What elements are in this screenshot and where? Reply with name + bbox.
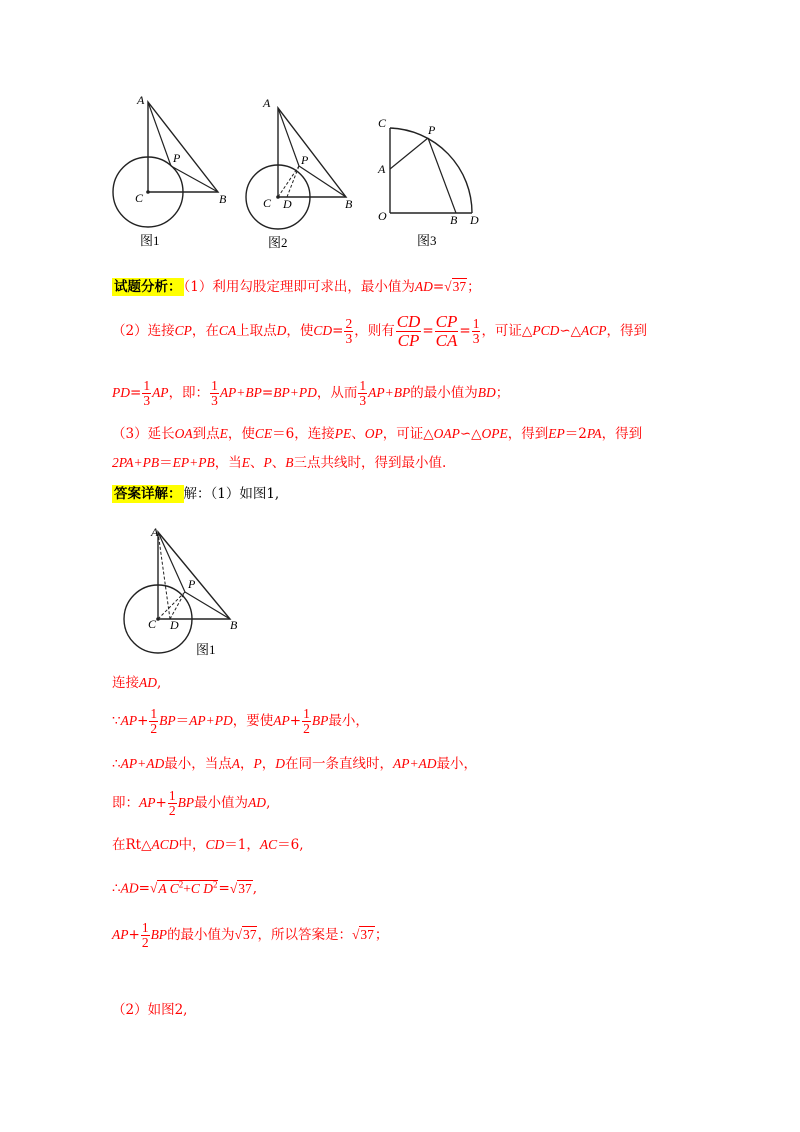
- label-B: B: [345, 197, 353, 211]
- caption: 图1: [196, 642, 216, 657]
- figure-3-top: [370, 105, 490, 250]
- label-B: B: [230, 618, 238, 632]
- sqrt: √37: [234, 927, 257, 942]
- answer-header: 答案详解： 解：（1）如图1,: [114, 486, 280, 502]
- label-C: C: [135, 191, 144, 205]
- label-P: P: [188, 577, 196, 591]
- caption: 图3: [417, 233, 437, 248]
- analysis-line-1: 试题分析： （1）利用勾股定理即可求出，最小值为AD=√37；: [114, 279, 481, 295]
- caption: 图1: [140, 233, 160, 248]
- analysis-line-5: 2PA+PB＝EP+PB，当E、P、B三点共线时，得到最小值.: [112, 455, 447, 471]
- analysis-tag: 试题分析：: [114, 279, 182, 295]
- label-O: O: [378, 209, 387, 223]
- sqrt: √37: [229, 880, 252, 896]
- label-B: B: [219, 192, 227, 206]
- analysis-line-4: （3）延长OA到点E，使CE＝6，连接PE、OP，可证△OAP∽△OPE，得到EP＝2PA，得到: [112, 426, 643, 442]
- fraction: $\frac{1}{3}$: [472, 315, 480, 346]
- sqrt: √37: [444, 279, 467, 294]
- fraction: $\frac{1}{2}$: [150, 705, 158, 736]
- label-D: D: [170, 618, 179, 632]
- figure-1-top: [105, 90, 235, 250]
- fraction: $\frac{1}{3}$: [359, 377, 367, 408]
- label-B: B: [450, 213, 458, 227]
- label-D: D: [283, 197, 292, 211]
- figure-1-answer: [118, 522, 258, 662]
- fraction: $\frac{1}{3}$: [143, 377, 151, 408]
- figure-2-top: [235, 90, 365, 250]
- label-A: A: [151, 525, 159, 539]
- label-C: C: [378, 116, 387, 130]
- fraction: $\frac{CD}{CP}$: [396, 312, 421, 350]
- label-A: A: [378, 162, 386, 176]
- answer-tag: 答案详解：: [114, 486, 182, 502]
- fraction: $\frac{CP}{CA}$: [435, 312, 458, 350]
- label-P: P: [428, 123, 436, 137]
- answer-line-1: 连接AD,: [112, 675, 162, 691]
- answer-line-7: AP+ $\frac{1}{2}$ BP的最小值为√37，所以答案是：√37；: [112, 916, 388, 954]
- fraction: $\frac{1}{3}$: [211, 377, 218, 408]
- label-C: C: [263, 196, 272, 210]
- answer-line-2: ∵AP+ $\frac{1}{2}$ BP＝AP+PD，要使AP+ $\frac{1}{2}$ BP最小，: [112, 705, 369, 736]
- fraction: $\frac{1}{2}$: [168, 787, 176, 818]
- answer-line-5: 在Rt△ACD中，CD＝1，AC＝6,: [112, 837, 304, 853]
- answer-line-4: 即：AP+ $\frac{1}{2}$ BP最小值为AD,: [112, 787, 271, 818]
- caption: 图2: [268, 235, 288, 250]
- answer-line-3: ∴AP+AD最小，当点A，P，D在同一条直线时，AP+AD最小，: [112, 756, 478, 772]
- label-A: A: [263, 96, 271, 110]
- label-A: A: [137, 93, 145, 107]
- label-D: D: [470, 213, 479, 227]
- analysis-line-3: PD= $\frac{1}{3}$ AP，即： $\frac{1}{3}$ AP+BP=BP+PD，从而 $\frac{1}{3}$ AP+BP的最小值为BD；: [112, 377, 510, 408]
- fraction: $\frac{1}{2}$: [141, 919, 149, 950]
- label-P: P: [173, 151, 181, 165]
- fraction: $\frac{1}{2}$: [303, 705, 310, 736]
- label-P: P: [301, 153, 309, 167]
- sqrt: √A $C^2+C$ $D^2$: [149, 879, 218, 896]
- analysis-line-2: （2）连接CP，在CA上取点D，使CD= $\frac{2}{3}$ ，则有 $\frac{CD}{CP}$ = $\frac{CP}{CA}$ = $\frac{1}{3}$ ，可证△PCD∽△ACP，得到: [112, 312, 648, 350]
- answer-line-6: ∴AD=√A $C^2+C$ $D^2=√37$,: [112, 874, 257, 899]
- sqrt: √37: [351, 927, 374, 942]
- fraction: $\frac{2}{3}$: [345, 315, 353, 346]
- answer-line-8: （2）如图2,: [112, 1002, 188, 1018]
- label-C: C: [148, 617, 157, 631]
